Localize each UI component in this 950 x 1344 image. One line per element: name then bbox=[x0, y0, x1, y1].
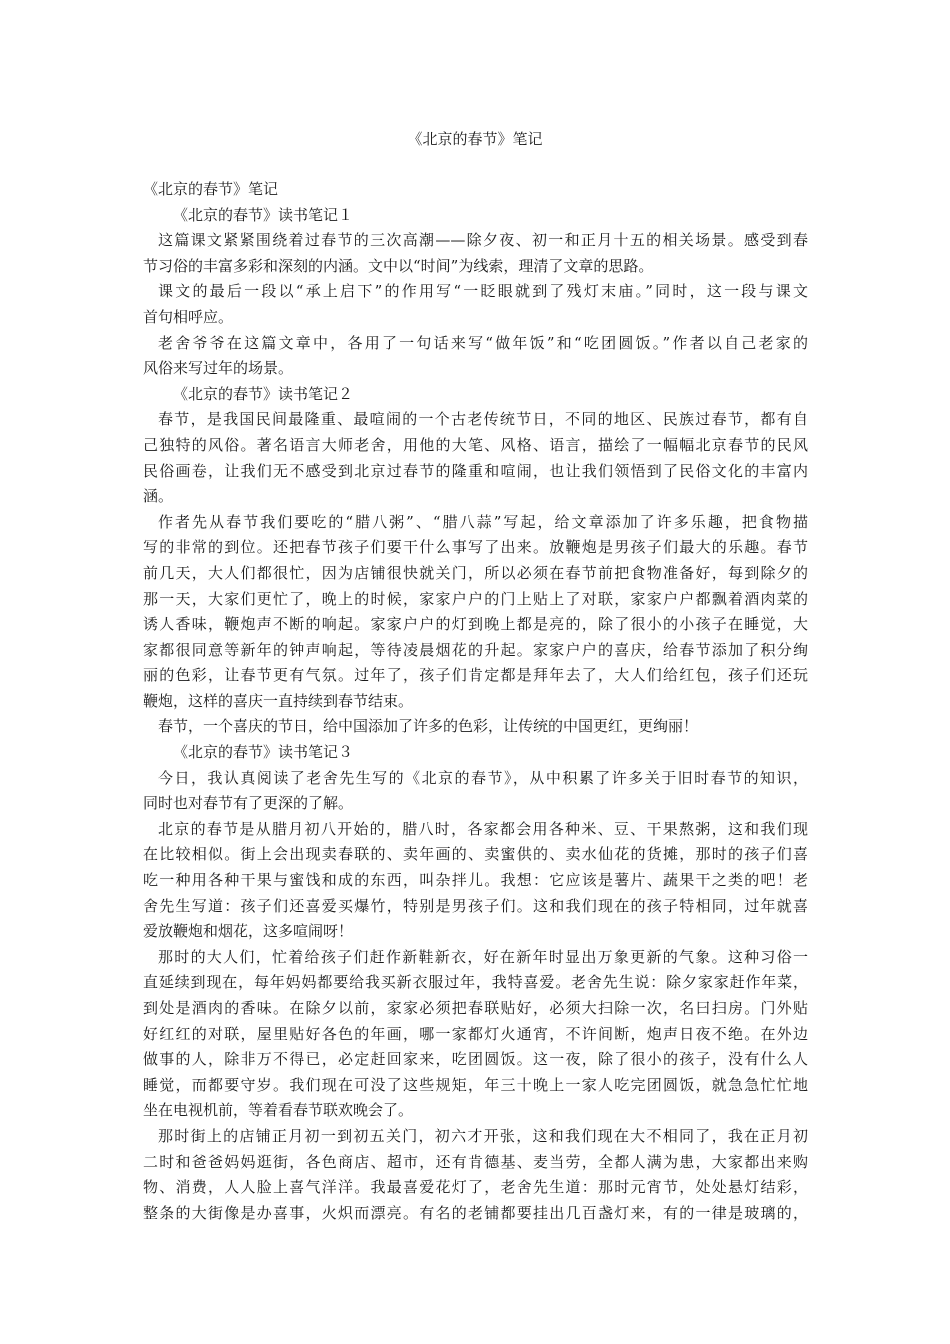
paragraph-line: 春节，是我国民间最隆重、最喧闹的一个古老传统节日，不同的地区、民族过春节，都有自 bbox=[158, 410, 808, 429]
paragraph-line: 风俗来写过年的场景。 bbox=[143, 359, 294, 378]
paragraph-line: 家都很同意等新年的钟声响起，等待凌晨烟花的升起。家家户户的喜庆，给春节添加了积分绚 bbox=[143, 640, 808, 659]
paragraph-line: 直延续到现在，每年妈妈都要给我买新衣服过年，我特喜爱。老舍先生说：除夕家家赶作年菜， bbox=[143, 973, 808, 992]
paragraph-line: 老舍爷爷在这篇文章中，各用了一句话来写“做年饭”和“吃团圆饭。”作者以自己老家的 bbox=[158, 333, 808, 352]
section-heading-1: 《北京的春节》读书笔记１ bbox=[173, 205, 354, 224]
paragraph-line: 好红红的对联，屋里贴好各色的年画，哪一家都灯火通宵，不许间断，炮声日夜不绝。在外边 bbox=[143, 1024, 808, 1043]
paragraph-line: 丽的色彩，让春节更有气氛。过年了，孩子们肯定都是拜年去了，大人们给红包，孩子们还玩 bbox=[143, 666, 808, 685]
paragraph-line: 北京的春节是从腊月初八开始的，腊八时，各家都会用各种米、豆、干果熬粥，这和我们现 bbox=[158, 819, 808, 838]
paragraph-line: 民俗画卷，让我们无不感受到北京过春节的隆重和喧闹，也让我们领悟到了民俗文化的丰富内 bbox=[143, 461, 808, 480]
paragraph-line: 同时也对春节有了更深的了解。 bbox=[143, 794, 354, 813]
paragraph-line: 那时的大人们，忙着给孩子们赶作新鞋新衣，好在新年时显出万象更新的气象。这种习俗一 bbox=[158, 947, 808, 966]
paragraph-line: 今日，我认真阅读了老舍先生写的《北京的春节》，从中积累了许多关于旧时春节的知识， bbox=[158, 768, 808, 787]
document-title: 《北京的春节》笔记 bbox=[407, 130, 543, 148]
paragraph-line: 首句相呼应。 bbox=[143, 307, 234, 326]
paragraph-line: 睡觉，而都要守岁。我们现在可没了这些规矩，年三十晚上一家人吃完团圆饭，就急急忙忙地 bbox=[143, 1075, 808, 1094]
paragraph-line: 舍先生写道：孩子们还喜爱买爆竹，特别是男孩子们。这和我们现在的孩子特相同，过年就喜 bbox=[143, 896, 808, 915]
paragraph-line: 己独特的风俗。著名语言大师老舍，用他的大笔、风格、语言，描绘了一幅幅北京春节的民风 bbox=[143, 435, 808, 454]
paragraph-line: 前几天，大人们都很忙，因为店铺很快就关门，所以必须在春节前把食物准备好，每到除夕的 bbox=[143, 563, 808, 582]
paragraph-line: 坐在电视机前，等着看春节联欢晚会了。 bbox=[143, 1101, 414, 1120]
paragraph-line: 鞭炮，这样的喜庆一直持续到春节结束。 bbox=[143, 691, 414, 710]
paragraph-line: 做事的人，除非万不得已，必定赶回家来，吃团圆饭。这一夜，除了很小的孩子，没有什么人 bbox=[143, 1050, 808, 1069]
paragraph-line: 春节，一个喜庆的节日，给中国添加了许多的色彩，让传统的中国更红，更绚丽！ bbox=[158, 717, 699, 736]
paragraph-line: 作者先从春节我们要吃的“腊八粥”、“腊八蒜”写起，给文章添加了许多乐趣，把食物描 bbox=[158, 512, 808, 531]
section-heading-2: 《北京的春节》读书笔记２ bbox=[173, 384, 354, 403]
paragraph-line: 那时街上的店铺正月初一到初五关门，初六才开张，这和我们现在大不相同了，我在正月初 bbox=[158, 1126, 808, 1145]
paragraph-line: 整条的大街像是办喜事，火炽而漂亮。有名的老铺都要挂出几百盏灯来，有的一律是玻璃的， bbox=[143, 1203, 808, 1222]
paragraph-line: 写的非常的到位。还把春节孩子们要干什么事写了出来。放鞭炮是男孩子们最大的乐趣。春节 bbox=[143, 538, 808, 557]
paragraph-line: 到处是酒肉的香味。在除夕以前，家家必须把春联贴好，必须大扫除一次，名曰扫房。门外贴 bbox=[143, 999, 808, 1017]
section-heading-3: 《北京的春节》读书笔记３ bbox=[173, 743, 354, 762]
paragraph-line: 爱放鞭炮和烟花，这多喧闹呀！ bbox=[143, 922, 354, 941]
paragraph-line: 吃一种用各种干果与蜜饯和成的东西，叫杂拌儿。我想：它应该是薯片、蔬果干之类的吧！老 bbox=[143, 871, 808, 890]
paragraph-line: 涵。 bbox=[143, 487, 174, 506]
paragraph-line: 课文的最后一段以“承上启下”的作用写“一眨眼就到了残灯末庙。”同时，这一段与课文 bbox=[158, 282, 808, 301]
paragraph-line: 物、消费，人人脸上喜气洋洋。我最喜爱花灯了，老舍先生道：那时元宵节，处处悬灯结彩， bbox=[143, 1178, 808, 1197]
body-heading: 《北京的春节》笔记 bbox=[143, 180, 279, 198]
paragraph-line: 那一天，大家们更忙了，晚上的时候，家家户户的门上贴上了对联，家家户户都飘着酒肉菜的 bbox=[143, 589, 808, 608]
paragraph-line: 二时和爸爸妈妈逛街，各色商店、超市，还有肯德基、麦当劳，全都人满为患，大家都出来购 bbox=[143, 1152, 808, 1171]
paragraph-line: 这篇课文紧紧围绕着过春节的三次高潮——除夕夜、初一和正月十五的相关场景。感受到春 bbox=[158, 231, 808, 250]
paragraph-line: 在比较相似。街上会出现卖春联的、卖年画的、卖蜜供的、卖水仙花的货摊，那时的孩子们喜 bbox=[143, 845, 808, 864]
paragraph-line: 诱人香味，鞭炮声不断的响起。家家户户的灯到晚上都是亮的，除了很小的小孩子在睡觉，大 bbox=[143, 615, 808, 634]
document-body bbox=[143, 177, 808, 1226]
paragraph-line: 节习俗的丰富多彩和深刻的内涵。文中以“时间”为线索，理清了文章的思路。 bbox=[143, 256, 654, 275]
